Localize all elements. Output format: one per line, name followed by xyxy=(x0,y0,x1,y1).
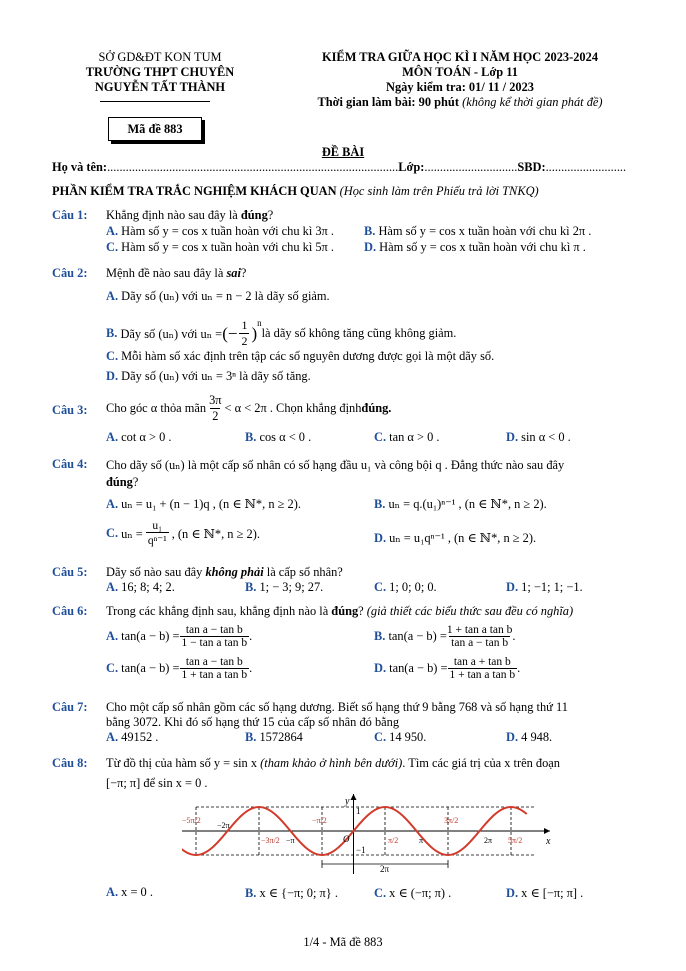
question-8-stem-line2: [−π; π] để sin x = 0 . xyxy=(106,776,208,790)
graph-tick-m5pi2: −5π/2 xyxy=(182,816,201,825)
header-underline xyxy=(100,101,210,102)
question-6-option-b[interactable]: B. tan(a − b) = $\frac{\text{1 + tan a tan b}}{\text{tan a − tan b}}$ . xyxy=(374,624,516,649)
question-1-option-a[interactable]: A. Hàm số y = cos x tuần hoàn với chu kì 3π . xyxy=(106,224,335,238)
question-6-stem: Trong các khẳng định sau, khẳng định nào là đúng? (giả thiết các biểu thức sau đều có nghĩa) xyxy=(106,604,574,618)
sine-graph xyxy=(182,792,554,874)
graph-label-one: 1 xyxy=(356,806,361,816)
exam-header xyxy=(270,50,650,110)
question-4-option-c[interactable]: C. uₙ = $\frac{\text{u₁}}{\text{qⁿ⁻¹}}$ , (n ∈ ℕ*, n ≥ 2). xyxy=(106,520,260,547)
question-1-option-b[interactable]: B. Hàm số y = cos x tuần hoàn với chu kì 2π . xyxy=(364,224,592,238)
question-7-stem-line2: bằng 3072. Khi đó số hạng thứ 15 của cấp số nhân đó bằng xyxy=(106,715,400,729)
question-4-stem-cont: đúng? xyxy=(106,475,139,489)
question-8-option-a[interactable]: A. x = 0 . xyxy=(106,885,153,899)
graph-tick-pi: π xyxy=(419,836,424,845)
school-header xyxy=(40,50,280,95)
graph-tick-mpi: −π xyxy=(286,836,295,845)
question-4-option-b[interactable]: B. uₙ = q.(u₁)ⁿ⁻¹ , (n ∈ ℕ*, n ≥ 2). xyxy=(374,497,547,511)
question-6-label: Câu 6: xyxy=(52,604,88,618)
question-3-option-b[interactable]: B. cos α < 0 . xyxy=(245,430,312,444)
question-7-label: Câu 7: xyxy=(52,700,88,714)
question-1-stem: Khẳng định nào sau đây là đúng? xyxy=(106,208,274,222)
page-footer: 1/4 - Mã đề 883 xyxy=(303,935,383,949)
school-name-line1: TRƯỜNG THPT CHUYÊN xyxy=(85,65,235,79)
question-6-option-a[interactable]: A. tan(a − b) = $\frac{\text{tan a − tan b}}{\text{1 − tan a tan b}}$ . xyxy=(106,624,253,649)
exam-subject: MÔN TOÁN - Lớp 11 xyxy=(402,65,518,79)
question-5-option-c[interactable]: C. 1; 0; 0; 0. xyxy=(374,580,437,594)
exam-duration: Thời gian làm bài: 90 phút (không kể thời gian phát đề) xyxy=(317,95,603,109)
graph-tick-5pi2: 5π/2 xyxy=(508,836,523,845)
question-3-option-a[interactable]: A. cot α > 0 . xyxy=(106,430,172,444)
question-4-label: Câu 4: xyxy=(52,457,88,471)
student-info-line: Họ và tên:..............................................................................................Lớp:..............................SBD:.......................... xyxy=(52,160,627,174)
question-4-option-d[interactable]: D. uₙ = u₁qⁿ⁻¹ , (n ∈ ℕ*, n ≥ 2). xyxy=(374,531,537,545)
question-1-option-d[interactable]: D. Hàm số y = cos x tuần hoàn với chu kì π . xyxy=(364,240,586,254)
question-2-option-b[interactable]: B. Dãy số (uₙ) với uₙ = (− 1 2 ) $^n$ là dãy số không tăng cũng không giảm. xyxy=(106,318,457,348)
question-7-option-c[interactable]: C. 14 950. xyxy=(374,730,427,744)
question-8-option-c[interactable]: C. x ∈ (−π; π) . xyxy=(374,886,452,900)
graph-label-2pi-bracket: 2π xyxy=(380,864,390,874)
question-2-option-d[interactable]: D. Dãy số (uₙ) với uₙ = 3ⁿ là dãy số tăng. xyxy=(106,369,311,383)
question-5-option-d[interactable]: D. 1; −1; 1; −1. xyxy=(506,580,583,594)
page-title: ĐỀ BÀI xyxy=(321,145,365,159)
question-7-option-b[interactable]: B. 1572864 xyxy=(245,730,303,744)
graph-label-y: y xyxy=(345,796,350,807)
question-1-label: Câu 1: xyxy=(52,208,88,222)
question-8-option-d[interactable]: D. x ∈ [−π; π] . xyxy=(506,886,584,900)
exam-date: Ngày kiểm tra: 01/ 11 / 2023 xyxy=(386,80,534,94)
question-8-stem-line1: Từ đồ thị của hàm số y = sin x (tham khảo ở hình bên dưới). Tìm các giá trị của x trên đoạn xyxy=(106,756,560,770)
question-2-label: Câu 2: xyxy=(52,266,88,280)
graph-label-x: x xyxy=(546,836,551,847)
question-5-label: Câu 5: xyxy=(52,565,88,579)
graph-tick-pi2: π/2 xyxy=(388,836,399,845)
graph-tick-m2pi: −2π xyxy=(217,821,230,830)
question-3-option-c[interactable]: C. tan α > 0 . xyxy=(374,430,440,444)
school-name-line2: NGUYỄN TẤT THÀNH xyxy=(94,80,226,94)
question-3-stem: Cho góc α thỏa mãn 3π 2 < α < 2π . Chọn khẳng định đúng. xyxy=(106,393,392,423)
question-5-option-a[interactable]: A. 16; 8; 4; 2. xyxy=(106,580,175,594)
graph-label-origin: O xyxy=(343,834,350,844)
graph-tick-mpi2: −π/2 xyxy=(312,816,327,825)
question-1-option-c[interactable]: C. Hàm số y = cos x tuần hoàn với chu kì 5π . xyxy=(106,240,335,254)
question-2-option-c[interactable]: C. Mỗi hàm số xác định trên tập các số nguyên dương được gọi là một dãy số. xyxy=(106,349,495,363)
question-3-option-d[interactable]: D. sin α < 0 . xyxy=(506,430,571,444)
question-5-option-b[interactable]: B. 1; − 3; 9; 27. xyxy=(245,580,324,594)
exam-code-box: Mã đề 883 xyxy=(108,117,202,141)
graph-label-minus-one: −1 xyxy=(356,845,366,855)
question-7-option-a[interactable]: A. 49152 . xyxy=(106,730,159,744)
question-6-option-d[interactable]: D. tan(a − b) = $\frac{\text{tan a + tan b}}{\text{1 + tan a tan b}}$ . xyxy=(374,656,521,681)
question-8-label: Câu 8: xyxy=(52,756,88,770)
graph-tick-3pi2: 3π/2 xyxy=(444,816,459,825)
question-6-option-c[interactable]: C. tan(a − b) = $\frac{\text{tan a − tan b}}{\text{1 + tan a tan b}}$ . xyxy=(106,656,253,681)
question-4-option-a[interactable]: A. uₙ = u₁ + (n − 1)q , (n ∈ ℕ*, n ≥ 2). xyxy=(106,497,301,511)
department-name: SỞ GD&ĐT KON TUM xyxy=(98,50,222,64)
question-2-stem: Mệnh đề nào sau đây là sai? xyxy=(106,266,247,280)
question-5-stem: Dãy số nào sau đây không phải là cấp số nhân? xyxy=(106,565,343,579)
exam-title: KIỂM TRA GIỮA HỌC KÌ I NĂM HỌC 2023-2024 xyxy=(321,50,599,64)
question-7-option-d[interactable]: D. 4 948. xyxy=(506,730,553,744)
section-title: PHẦN KIỂM TRA TRẮC NGHIỆM KHÁCH QUAN (Học sinh làm trên Phiếu trả lời TNKQ) xyxy=(52,184,539,198)
graph-tick-2pi: 2π xyxy=(484,836,493,845)
question-2-option-a[interactable]: A. Dãy số (uₙ) với uₙ = n − 2 là dãy số giảm. xyxy=(106,289,330,303)
question-7-stem-line1: Cho một cấp số nhân gồm các số hạng dương. Biết số hạng thứ 9 bằng 768 và số hạng thứ 11 xyxy=(106,700,568,714)
question-8-option-b[interactable]: B. x ∈ {−π; 0; π} . xyxy=(245,886,338,900)
graph-tick-m3pi2: −3π/2 xyxy=(261,836,280,845)
question-3-label: Câu 3: xyxy=(52,403,88,417)
question-4-stem: Cho dãy số (uₙ) là một cấp số nhân có số hạng đầu u₁ và công bội q . Đẳng thức nào sau đây xyxy=(106,458,565,472)
